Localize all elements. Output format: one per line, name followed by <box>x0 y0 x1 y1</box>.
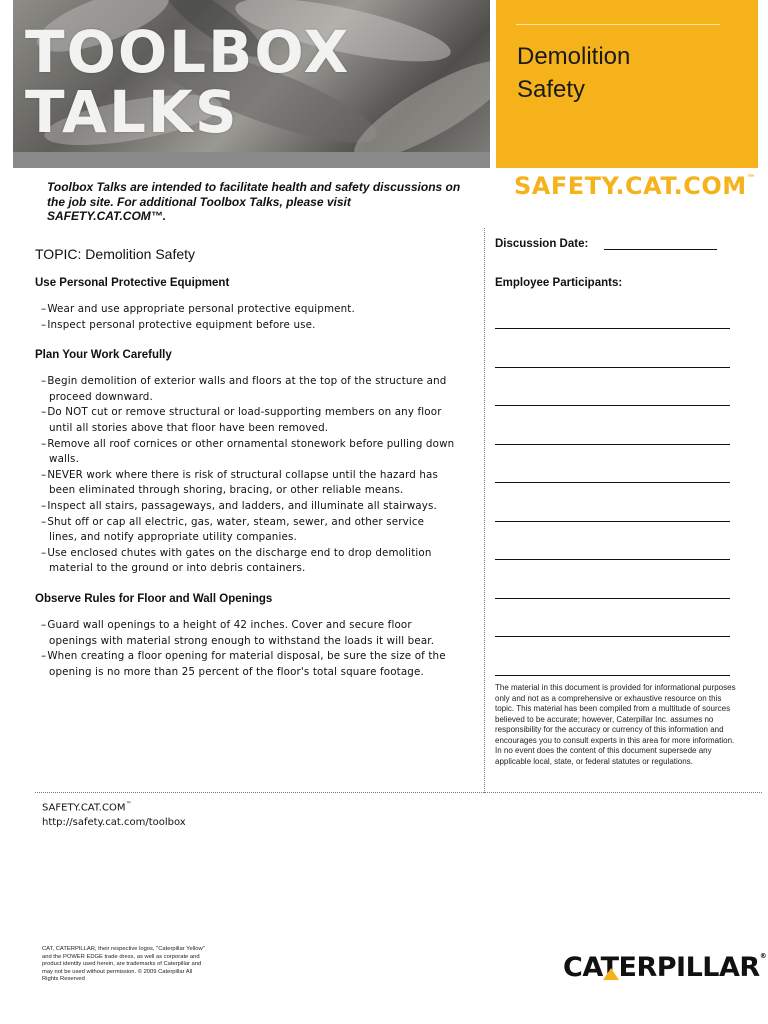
topic-panel <box>496 0 758 168</box>
section-heading-plan: Plan Your Work Carefully <box>35 349 172 362</box>
discussion-date-row <box>495 238 735 250</box>
hero-image <box>13 0 490 152</box>
list-item: – Shut off or cap all electric, gas, water, steam, sewer, and other service lines, and notify appropriate utility companies. <box>41 515 455 546</box>
section-list-plan <box>41 374 455 577</box>
participant-line[interactable] <box>495 521 730 522</box>
section-list-ppe <box>41 302 455 333</box>
caterpillar-triangle-icon <box>603 968 619 980</box>
list-item: – Begin demolition of exterior walls and floors at the top of the structure and proceed downward. <box>41 374 455 405</box>
discussion-date-label: Discussion Date: <box>495 238 589 250</box>
topic-heading: TOPIC: Demolition Safety <box>35 246 196 262</box>
column-divider <box>484 228 485 793</box>
hero-underbar <box>13 152 490 168</box>
section-heading-ppe: Use Personal Protective Equipment <box>35 277 230 289</box>
intro-text: Toolbox Talks are intended to facilitate health and safety discussions on the job site. For additional Toolbox Talks, please visit SAFETY.CAT.COM™. <box>47 180 461 223</box>
topic-title-line1: Demolition <box>517 43 631 70</box>
participant-line[interactable] <box>495 405 730 406</box>
legal-text: CAT, CATERPILLAR, their respective logos, "Caterpillar Yellow" and the POWER EDGE trade dress, as well as corporate and product identity used herein, are trademarks of Caterpillar and may not be used without permission. © 2009 Caterpillar All Rights Reserved <box>42 946 205 983</box>
caterpillar-logo <box>563 952 766 983</box>
hero-title-line1: TOOLBOX <box>25 18 351 86</box>
footer-divider <box>35 792 762 793</box>
sign-in-column <box>495 238 736 766</box>
safety-logo-tm: ™ <box>746 174 757 184</box>
section-list-openings <box>41 618 455 680</box>
topic-panel-rule <box>516 24 720 25</box>
list-item: – When creating a floor opening for material disposal, be sure the size of the opening is no more than 25 percent of the floor's total square footage. <box>41 649 455 680</box>
participant-line[interactable] <box>495 598 730 599</box>
participant-line[interactable] <box>495 367 730 368</box>
list-item: – Use enclosed chutes with gates on the discharge end to drop demolition material to the ground or into debris containers. <box>41 546 455 577</box>
participant-line[interactable] <box>495 444 730 445</box>
hero-title <box>25 18 351 146</box>
participant-line[interactable] <box>495 328 730 329</box>
list-item: – Remove all roof cornices or other ornamental stonework before pulling down walls. <box>41 437 455 468</box>
safety-cat-logo <box>514 172 756 200</box>
section-heading-openings: Observe Rules for Floor and Wall Openings <box>35 592 273 605</box>
list-item: – Inspect personal protective equipment before use. <box>41 318 455 334</box>
list-item: – Do NOT cut or remove structural or load-supporting members on any floor until all stories above that floor have been removed. <box>41 405 455 436</box>
topic-title-line2: Safety <box>517 76 586 103</box>
list-item: – Wear and use appropriate personal protective equipment. <box>41 302 455 318</box>
topic-panel-title <box>517 40 717 106</box>
list-item: – Guard wall openings to a height of 42 inches. Cover and secure floor openings with material strong enough to withstand the loads it will bear. <box>41 618 455 649</box>
participant-line[interactable] <box>495 559 730 560</box>
footer-links <box>42 797 186 830</box>
footer-site <box>42 797 186 815</box>
list-item: – Inspect all stairs, passageways, and ladders, and illuminate all stairways. <box>41 499 455 515</box>
disclaimer-text: The material in this document is provided for informational purposes only and not as a comprehensive or exhaustive resource on this topic. This material has been compiled from a multitude of sources believed to be accurate; however, Caterpillar Inc. assumes no responsibility for the accuracy or currency of this information and encourages you to consult experts in this area for more information. In no event does the content of this document supersede any applicable local, state, or federal statutes or regulations. <box>495 683 736 766</box>
hero-title-line2: TALKS <box>25 78 239 146</box>
employee-participants-label: Employee Participants: <box>495 277 623 289</box>
participant-lines <box>495 328 730 713</box>
footer-site-tm: ™ <box>125 801 132 808</box>
safety-logo-text: SAFETY.CAT.COM <box>514 172 747 200</box>
list-item: – NEVER work where there is risk of structural collapse until the hazard has been eliminated through shoring, bracing, or other reliable means. <box>41 468 455 499</box>
participant-line[interactable] <box>495 636 730 637</box>
footer-site-text: SAFETY.CAT.COM <box>42 802 126 814</box>
header-banner <box>0 0 768 168</box>
participant-line[interactable] <box>495 482 730 483</box>
footer-url-link[interactable]: http://safety.cat.com/toolbox <box>42 817 186 829</box>
discussion-date-field[interactable] <box>604 240 717 250</box>
caterpillar-logo-mark: ® <box>759 952 767 960</box>
participant-line[interactable] <box>495 675 730 676</box>
main-content <box>35 246 455 696</box>
caterpillar-logo-text: CATERPILLAR <box>563 952 760 983</box>
